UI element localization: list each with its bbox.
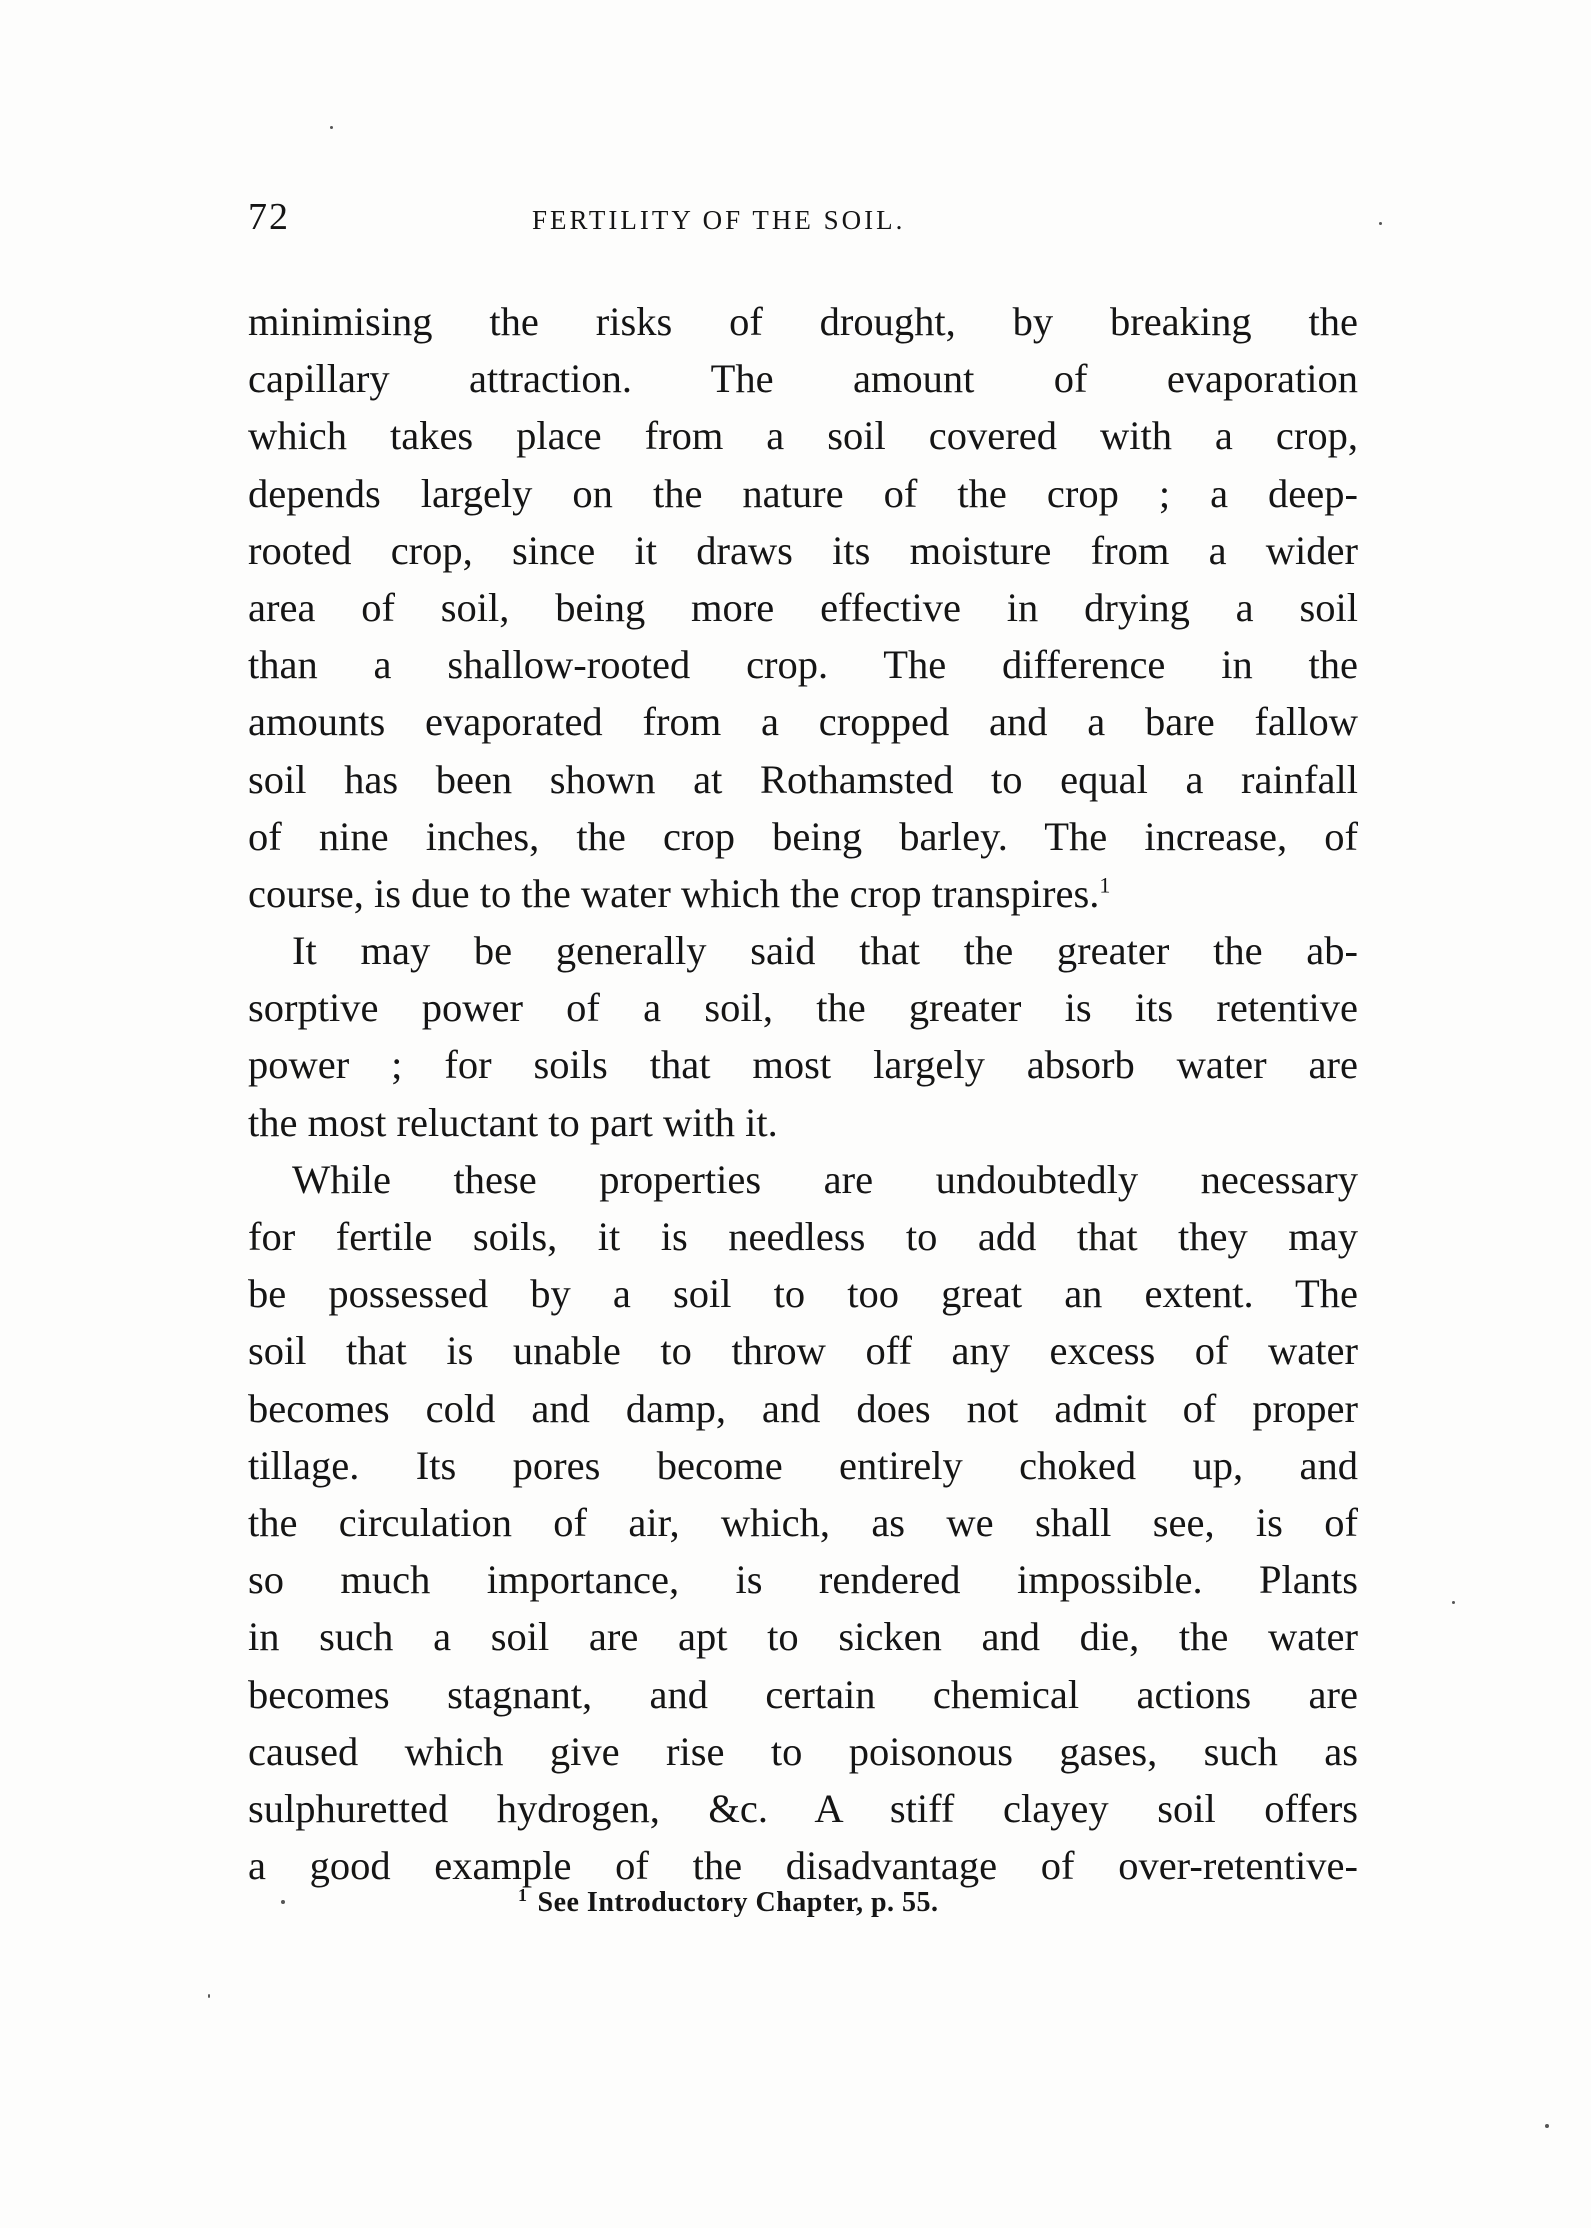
text-line: soil that is unable to throw off any excess of water <box>248 1328 1358 1374</box>
text-line: which takes place from a soil covered with a crop, <box>248 413 1358 459</box>
text-line: a good example of the disadvantage of over-retentive- <box>248 1843 1358 1889</box>
text-line: so much importance, is rendered impossible. Plants <box>248 1557 1358 1603</box>
scan-speck <box>208 1994 210 1998</box>
text-line: of nine inches, the crop being barley. The increase, of <box>248 813 1358 859</box>
paragraph-2 <box>248 922 1358 1151</box>
text-line: for fertile soils, it is needless to add that they may <box>248 1214 1358 1259</box>
text-line: sulphuretted hydrogen, &c. A stiff clayey soil offers <box>248 1785 1358 1831</box>
text-line: than a shallow-rooted crop. The difference in the <box>248 642 1358 688</box>
scan-speck <box>281 1900 285 1904</box>
scan-speck <box>1452 1601 1455 1604</box>
text-line: be possessed by a soil to too great an extent. The <box>248 1271 1358 1317</box>
paragraph-1 <box>248 293 1358 922</box>
body-text <box>248 293 1358 1894</box>
text-line: the most reluctant to part with it. <box>248 1099 778 1145</box>
text-line: While these properties are undoubtedly necessary <box>292 1156 1358 1202</box>
text-line: rooted crop, since it draws its moisture from a wider <box>248 527 1358 573</box>
text-line: becomes stagnant, and certain chemical actions are <box>248 1671 1358 1717</box>
text-line: area of soil, being more effective in drying a soil <box>248 584 1358 630</box>
text-line: caused which give rise to poisonous gases, such as <box>248 1728 1358 1774</box>
scan-speck <box>330 126 333 129</box>
footnote-text: See Introductory Chapter, p. 55. <box>537 1887 939 1918</box>
scan-speck <box>1379 222 1382 225</box>
text-line: in such a soil are apt to sicken and die, the water <box>248 1614 1358 1660</box>
text-line-with-note <box>248 865 1358 922</box>
footnote-mark: 1 <box>518 1884 528 1905</box>
text-line: It may be generally said that the greater the ab- <box>292 928 1358 974</box>
running-head: FERTILITY OF THE SOIL. <box>532 205 906 235</box>
text-line: sorptive power of a soil, the greater is its retentive <box>248 985 1358 1031</box>
text-line: power ; for soils that most largely absorb water are <box>248 1042 1358 1088</box>
scan-speck <box>1545 2124 1549 2128</box>
text-line: capillary attraction. The amount of evaporation <box>248 356 1358 402</box>
page-header <box>248 195 1358 255</box>
page-number: 72 <box>248 196 290 238</box>
text-line: amounts evaporated from a cropped and a bare fallow <box>248 699 1358 745</box>
text-line: minimising the risks of drought, by breaking the <box>248 299 1358 344</box>
footnote-reference: 1 <box>1099 872 1111 898</box>
paragraph-3 <box>248 1151 1358 1894</box>
text-line: course, is due to the water which the crop transpires. <box>248 870 1100 916</box>
footnote <box>518 1884 939 1919</box>
text-line: the circulation of air, which, as we shall see, is of <box>248 1499 1358 1545</box>
text-line: depends largely on the nature of the crop ; a deep- <box>248 470 1358 516</box>
text-line: soil has been shown at Rothamsted to equal a rainfall <box>248 756 1358 802</box>
text-line: tillage. Its pores become entirely choked up, and <box>248 1442 1358 1488</box>
text-line: becomes cold and damp, and does not admit of proper <box>248 1385 1358 1431</box>
